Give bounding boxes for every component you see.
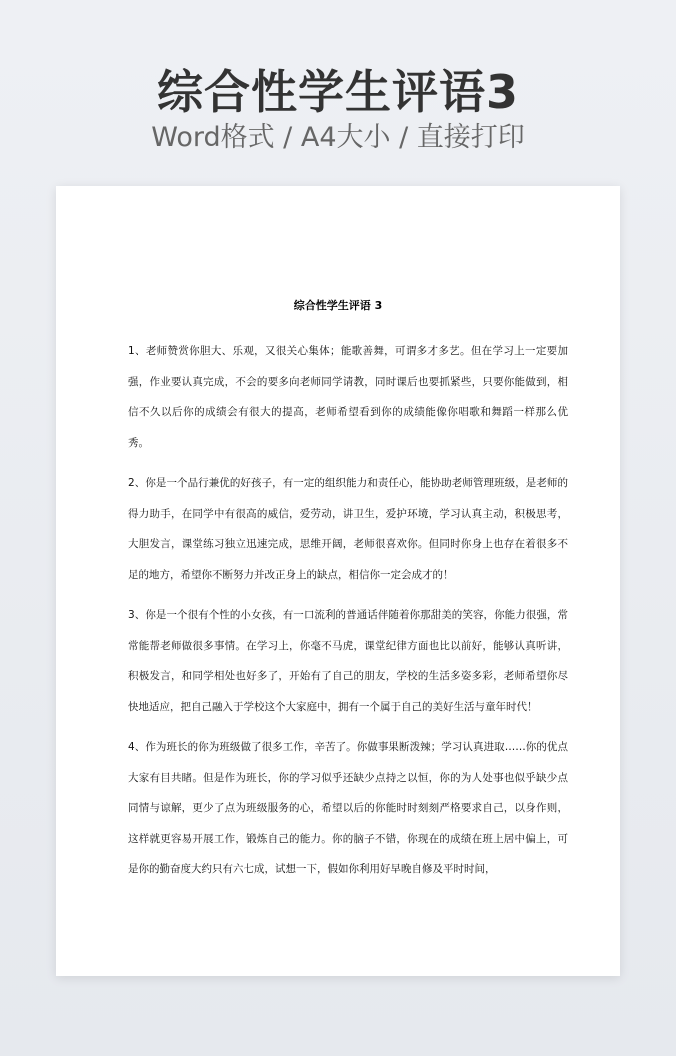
- paragraph-1: 1、老师赞赏你胆大、乐观，又很关心集体；能歌善舞，可谓多才多艺。但在学习上一定要加强，作业要认真完成，不会的要多向老师同学请教，同时课后也要抓紧些，只要你能做到，相信不久以后你的成绩会有很大的提高，老师希望看到你的成绩能像你唱歌和舞蹈一样那么优秀。: [128, 345, 568, 449]
- document-title: 综合性学生评语 3: [293, 299, 383, 312]
- paragraph-3: 3、你是一个很有个性的小女孩，有一口流利的普通话伴随着你那甜美的笑容，你能力很强，常常能帮老师做很多事情。在学习上，你毫不马虎，课堂纪律方面也比以前好，能够认真听讲，积极发言，和同学相处也好多了，开始有了自己的朋友，学校的生活多姿多彩，老师希望你尽快地适应，把自己融入于学校这个大家庭中，拥有一个属于自己的美好生活与童年时代！: [128, 609, 568, 713]
- paragraph-2: 2、你是一个品行兼优的好孩子，有一定的组织能力和责任心，能协助老师管理班级，是老师的得力助手，在同学中有很高的威信，爱劳动，讲卫生，爱护环境，学习认真主动，积极思考，大胆发言，课堂练习独立迅速完成，思维开阔，老师很喜欢你。但同时你身上也存在着很多不足的地方，希望你不断努力并改正身上的缺点，相信你一定会成才的！: [128, 477, 568, 581]
- paragraph-4: 4、作为班长的你为班级做了很多工作，辛苦了。你做事果断泼辣；学习认真进取……你的优点大家有目共睹。但是作为班长，你的学习似乎还缺少点持之以恒，你的为人处事也似乎缺少点同情与谅解，更少了点为班级服务的心，希望以后的你能时时刻刻严格要求自己，以身作则，这样就更容易开展工作，锻炼自己的能力。你的脑子不错，你现在的成绩在班上居中偏上，可是你的勤奋度大约只有六七成，试想一下，假如你利用好早晚自修及平时时间，: [128, 741, 568, 875]
- document-body: [128, 336, 568, 895]
- banner-title: 综合性学生评语3: [156, 65, 519, 119]
- banner-subtitle: Word格式 / A4大小 / 直接打印: [151, 122, 525, 153]
- document-page: [56, 186, 620, 976]
